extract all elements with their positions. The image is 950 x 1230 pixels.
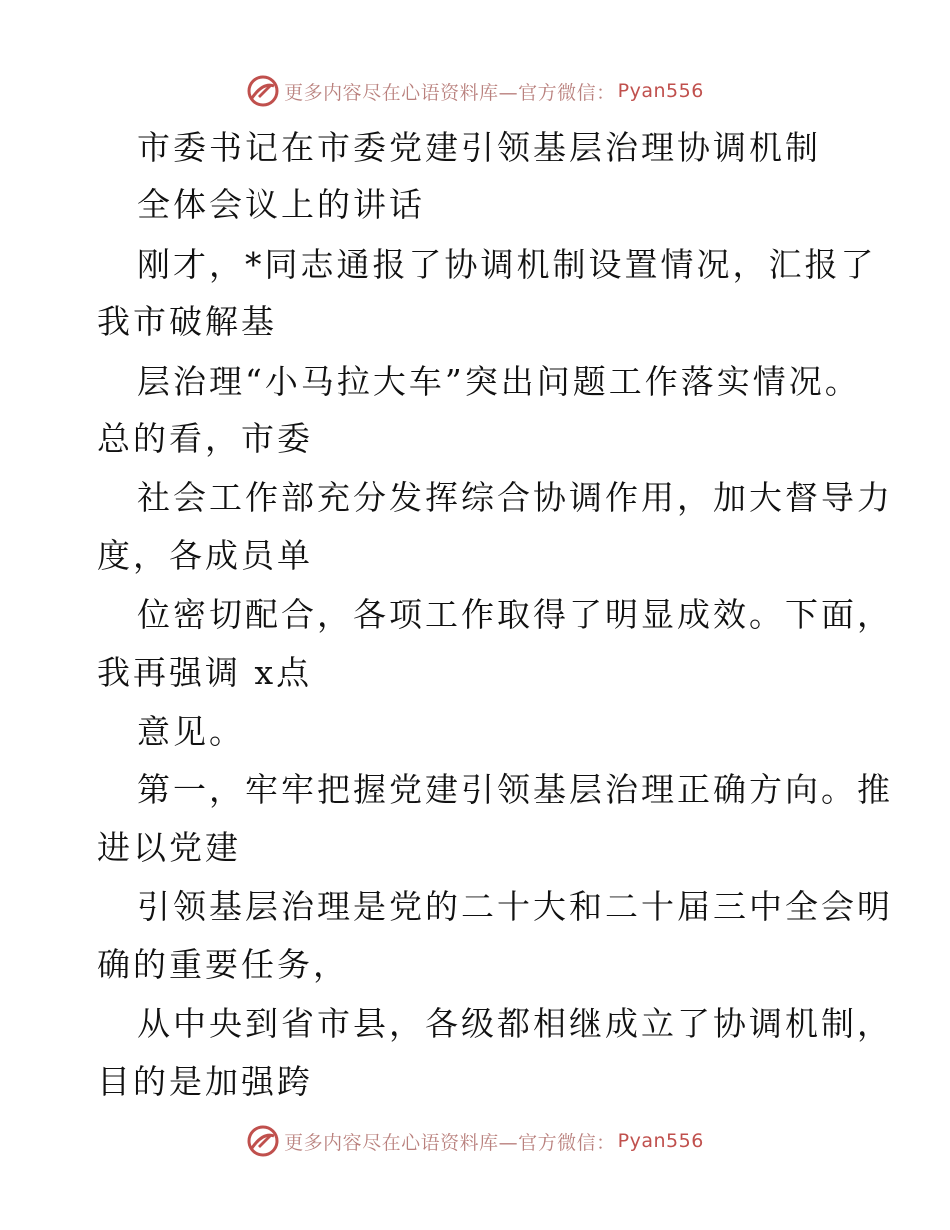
top-watermark-banner: [0, 71, 950, 111]
paragraph-line: 刚才，*同志通报了协调机制设置情况，汇报了: [137, 245, 877, 284]
paragraph-line: 目的是加强跨: [97, 1062, 313, 1101]
paragraph-line: 社会工作部充分发挥综合协调作用，加大督导力: [137, 478, 893, 517]
paragraph-line: 从中央到省市县，各级都相继成立了协调机制，: [137, 1004, 893, 1043]
pen-swirl-logo-icon: [246, 74, 280, 108]
paragraph-line: 度，各成员单: [97, 536, 313, 575]
paragraph-line: 意见。: [137, 712, 245, 751]
paragraph-line: 位密切配合，各项工作取得了明显成效。下面，: [137, 595, 893, 634]
bottom-watermark-banner: [0, 1121, 950, 1161]
document-title-line: 全体会议上的讲话: [137, 185, 425, 224]
paragraph-line: 确的重要任务，: [97, 945, 349, 984]
paragraph-line: 我市破解基: [97, 302, 277, 341]
document-title-line: 市委书记在市委党建引领基层治理协调机制: [137, 128, 821, 167]
watermark-text: 更多内容尽在心语资料库—官方微信：: [284, 81, 616, 104]
paragraph-line: 进以党建: [97, 828, 241, 867]
watermark-wechat-id: Pyan556: [617, 1130, 704, 1152]
pen-swirl-logo-icon: [246, 1124, 280, 1158]
watermark-wechat-id: Pyan556: [617, 80, 704, 102]
paragraph-line: 我再强调 x点: [97, 653, 313, 692]
watermark-text: 更多内容尽在心语资料库—官方微信：: [284, 1131, 616, 1154]
paragraph-line: 层治理“小马拉大车”突出问题工作落实情况。: [137, 362, 861, 401]
paragraph-line: 总的看，市委: [97, 419, 313, 458]
paragraph-line: 第一，牢牢把握党建引领基层治理正确方向。推: [137, 770, 893, 809]
paragraph-line: 引领基层治理是党的二十大和二十届三中全会明: [137, 887, 893, 926]
